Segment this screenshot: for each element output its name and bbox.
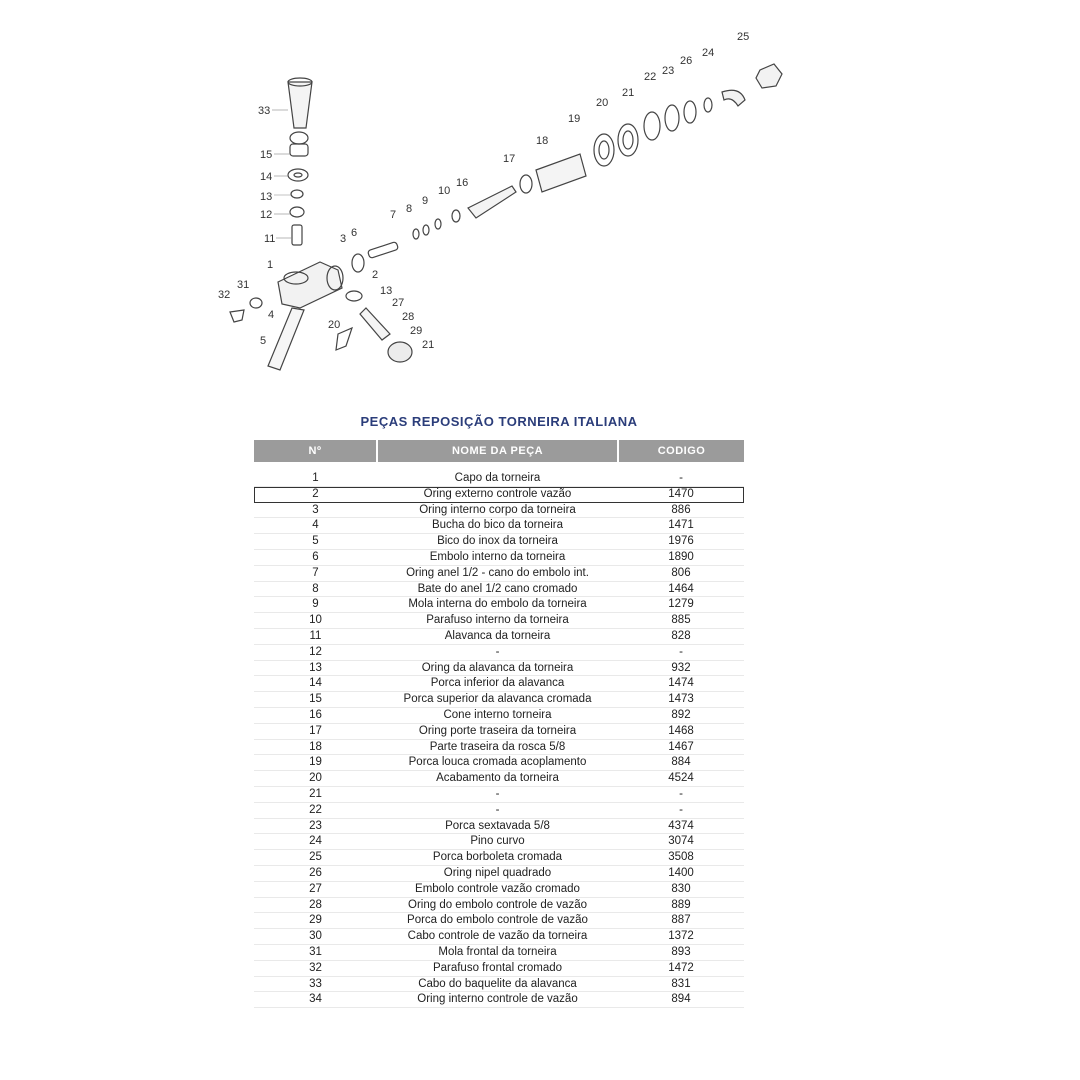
row-part-name: Pino curvo bbox=[470, 835, 525, 848]
row-number: 14 bbox=[309, 677, 322, 690]
table-row bbox=[254, 534, 744, 550]
row-code: 1472 bbox=[668, 961, 694, 974]
callout-33: 33 bbox=[258, 105, 271, 117]
header-code: CODIGO bbox=[657, 445, 706, 457]
row-number: 9 bbox=[312, 598, 319, 611]
row-number: 24 bbox=[309, 835, 322, 848]
table-row bbox=[254, 850, 744, 866]
row-part-name: Embolo controle vazão cromado bbox=[415, 882, 580, 895]
row-code: 884 bbox=[671, 756, 691, 769]
row-number: 10 bbox=[309, 614, 322, 627]
callout-20: 20 bbox=[596, 97, 609, 109]
row-number: 31 bbox=[309, 945, 322, 958]
callout-20-lower: 20 bbox=[328, 319, 341, 331]
callout-5: 5 bbox=[260, 335, 267, 347]
row-part-name: Porca sextavada 5/8 bbox=[445, 819, 550, 832]
row-number: 13 bbox=[309, 661, 322, 674]
callout-16: 16 bbox=[456, 177, 469, 189]
row-part-name: Parafuso frontal cromado bbox=[432, 961, 563, 974]
row-part-name: Parte traseira da rosca 5/8 bbox=[429, 740, 566, 753]
row-code: 1400 bbox=[668, 866, 694, 879]
row-part-name: Oring interno controle de vazão bbox=[417, 993, 578, 1006]
row-code: 830 bbox=[671, 882, 691, 895]
row-code: 892 bbox=[671, 708, 691, 721]
callout-8: 8 bbox=[406, 203, 413, 215]
row-code: 3508 bbox=[668, 851, 694, 864]
table-row bbox=[254, 676, 744, 692]
table-row bbox=[254, 787, 744, 803]
exploded-parts-diagram bbox=[200, 20, 800, 390]
row-code: 4524 bbox=[668, 772, 694, 785]
row-part-name: Oring da alavanca da torneira bbox=[421, 661, 574, 674]
callout-29: 29 bbox=[410, 325, 423, 337]
row-part-name: Embolo interno da torneira bbox=[429, 550, 566, 563]
callout-7: 7 bbox=[390, 209, 397, 221]
row-part-name: Oring nipel quadrado bbox=[443, 866, 552, 879]
callout-23: 23 bbox=[662, 65, 675, 77]
table-row bbox=[254, 755, 744, 771]
row-code: 893 bbox=[671, 945, 691, 958]
row-number: 28 bbox=[309, 898, 322, 911]
header-part-name: NOME DA PEÇA bbox=[378, 440, 619, 462]
row-number: 3 bbox=[312, 503, 319, 516]
callout-28: 28 bbox=[402, 311, 415, 323]
callout-19: 19 bbox=[568, 113, 581, 125]
row-code: 889 bbox=[671, 898, 691, 911]
callout-17: 17 bbox=[503, 153, 516, 165]
row-number: 2 bbox=[312, 487, 319, 500]
row-part-name: - bbox=[495, 787, 500, 800]
row-number: 17 bbox=[309, 724, 322, 737]
row-number: 18 bbox=[309, 740, 322, 753]
table-row bbox=[254, 613, 744, 629]
callout-10: 10 bbox=[438, 185, 451, 197]
row-number: 15 bbox=[309, 693, 322, 706]
table-row bbox=[254, 661, 744, 677]
table-row bbox=[254, 597, 744, 613]
callout-2: 2 bbox=[372, 269, 379, 281]
row-code: 1474 bbox=[668, 677, 694, 690]
row-part-name: Porca borboleta cromada bbox=[432, 851, 563, 864]
row-number: 1 bbox=[312, 472, 319, 484]
callout-24: 24 bbox=[702, 47, 715, 59]
row-part-name: Porca superior da alavanca cromada bbox=[403, 693, 592, 706]
row-code: 1471 bbox=[668, 519, 694, 532]
row-part-name: Oring do embolo controle de vazão bbox=[408, 898, 587, 911]
callout-13-upper: 13 bbox=[260, 191, 273, 203]
table-row bbox=[254, 771, 744, 787]
callout-21-lower: 21 bbox=[422, 339, 435, 351]
row-code: - bbox=[679, 645, 683, 658]
table-row bbox=[254, 708, 744, 724]
callout-14: 14 bbox=[260, 171, 273, 183]
row-code: 1468 bbox=[668, 724, 694, 737]
row-number: 4 bbox=[312, 519, 319, 532]
row-code: 887 bbox=[671, 914, 691, 927]
row-part-name: Bate do anel 1/2 cano cromado bbox=[417, 582, 578, 595]
row-code: 1470 bbox=[668, 487, 694, 500]
row-part-name: Bucha do bico da torneira bbox=[431, 519, 564, 532]
table-row bbox=[254, 961, 744, 977]
row-code: 1464 bbox=[668, 582, 694, 595]
row-part-name: Oring anel 1/2 - cano do embolo int. bbox=[406, 566, 589, 579]
row-part-name: Porca do embolo controle de vazão bbox=[407, 914, 588, 927]
row-part-name: Acabamento da torneira bbox=[436, 772, 559, 785]
table-row bbox=[254, 629, 744, 645]
row-part-name: Mola interna do embolo da torneira bbox=[408, 598, 587, 611]
callout-18: 18 bbox=[536, 135, 549, 147]
row-number: 23 bbox=[309, 819, 322, 832]
table-row bbox=[254, 550, 744, 566]
table-row bbox=[254, 803, 744, 819]
table-row bbox=[254, 692, 744, 708]
row-code: - bbox=[679, 787, 683, 800]
row-number: 19 bbox=[309, 756, 322, 769]
row-part-name: Oring interno corpo da torneira bbox=[419, 503, 576, 516]
row-number: 11 bbox=[309, 629, 322, 642]
row-part-name: Bico do inox da torneira bbox=[437, 535, 558, 548]
row-number: 30 bbox=[309, 930, 322, 943]
callout-13: 13 bbox=[380, 285, 393, 297]
row-number: 22 bbox=[309, 803, 322, 816]
row-number: 25 bbox=[309, 851, 322, 864]
row-number: 5 bbox=[312, 535, 319, 548]
row-code: 4374 bbox=[668, 819, 694, 832]
table-row bbox=[254, 724, 744, 740]
table-row bbox=[254, 503, 744, 519]
callout-31: 31 bbox=[237, 279, 250, 291]
row-number: 32 bbox=[309, 961, 322, 974]
row-number: 33 bbox=[309, 977, 322, 990]
row-number: 12 bbox=[309, 645, 322, 658]
callout-26: 26 bbox=[680, 55, 693, 67]
callout-21: 21 bbox=[622, 87, 635, 99]
callout-27: 27 bbox=[392, 297, 405, 309]
row-part-name: - bbox=[495, 803, 500, 816]
table-title: PEÇAS REPOSIÇÃO TORNEIRA ITALIANA bbox=[360, 414, 638, 429]
row-part-name: Cone interno torneira bbox=[443, 708, 552, 721]
row-code: 1467 bbox=[668, 740, 694, 753]
table-row bbox=[254, 929, 744, 945]
table-body bbox=[254, 471, 744, 1008]
table-row bbox=[254, 945, 744, 961]
row-part-name: Capo da torneira bbox=[454, 472, 541, 484]
row-code: 1279 bbox=[668, 598, 694, 611]
callout-12: 12 bbox=[260, 209, 273, 221]
row-number: 26 bbox=[309, 866, 322, 879]
table-row bbox=[254, 566, 744, 582]
header-number: Nº bbox=[254, 440, 378, 462]
row-part-name: Mola frontal da torneira bbox=[438, 945, 557, 958]
table-header bbox=[254, 440, 744, 462]
row-part-name: Cabo controle de vazão da torneira bbox=[407, 930, 588, 943]
table-row bbox=[254, 898, 744, 914]
row-code: 806 bbox=[671, 566, 691, 579]
row-number: 8 bbox=[312, 582, 319, 595]
row-number: 16 bbox=[309, 708, 322, 721]
table-row bbox=[254, 866, 744, 882]
callout-6: 6 bbox=[351, 227, 358, 239]
row-part-name: Alavanca da torneira bbox=[444, 629, 551, 642]
row-code: - bbox=[679, 803, 683, 816]
table-row bbox=[254, 740, 744, 756]
row-part-name: Oring externo controle vazão bbox=[423, 487, 572, 500]
row-number: 6 bbox=[312, 550, 319, 563]
table-row bbox=[254, 582, 744, 598]
row-code: 1473 bbox=[668, 693, 694, 706]
callout-1: 1 bbox=[267, 259, 274, 271]
row-part-name: Porca inferior da alavanca bbox=[430, 677, 565, 690]
callout-25: 25 bbox=[737, 31, 750, 43]
row-part-name: Porca louca cromada acoplamento bbox=[408, 756, 587, 769]
callout-4: 4 bbox=[268, 309, 275, 321]
row-code: 894 bbox=[671, 993, 691, 1006]
row-code: 3074 bbox=[668, 835, 694, 848]
callout-3: 3 bbox=[340, 233, 347, 245]
parts-table bbox=[254, 440, 744, 1008]
row-number: 27 bbox=[309, 882, 322, 895]
row-number: 20 bbox=[309, 772, 322, 785]
row-number: 34 bbox=[309, 993, 322, 1006]
row-part-name: Parafuso interno da torneira bbox=[426, 614, 569, 627]
row-code: - bbox=[679, 472, 683, 484]
row-code: 828 bbox=[671, 629, 691, 642]
row-code: 831 bbox=[671, 977, 691, 990]
row-code: 1890 bbox=[668, 550, 694, 563]
row-number: 29 bbox=[309, 914, 322, 927]
table-row bbox=[254, 913, 744, 929]
callout-15: 15 bbox=[260, 149, 273, 161]
row-code: 885 bbox=[671, 614, 691, 627]
row-code: 1976 bbox=[668, 535, 694, 548]
row-code: 886 bbox=[671, 503, 691, 516]
row-part-name: Cabo do baquelite da alavanca bbox=[418, 977, 577, 990]
table-row bbox=[254, 992, 744, 1008]
row-part-name: - bbox=[495, 645, 500, 658]
callout-11: 11 bbox=[264, 233, 276, 245]
row-code: 932 bbox=[671, 661, 691, 674]
table-row bbox=[254, 819, 744, 835]
callout-22: 22 bbox=[644, 71, 657, 83]
table-row bbox=[254, 518, 744, 534]
row-part-name: Oring porte traseira da torneira bbox=[418, 724, 577, 737]
table-row bbox=[254, 487, 744, 503]
table-row bbox=[254, 471, 744, 487]
row-number: 7 bbox=[312, 566, 319, 579]
table-row bbox=[254, 977, 744, 993]
callout-9: 9 bbox=[422, 195, 429, 207]
callout-32: 32 bbox=[218, 289, 231, 301]
table-row bbox=[254, 834, 744, 850]
row-code: 1372 bbox=[668, 930, 694, 943]
table-row bbox=[254, 882, 744, 898]
table-row bbox=[254, 645, 744, 661]
row-number: 21 bbox=[309, 787, 322, 800]
